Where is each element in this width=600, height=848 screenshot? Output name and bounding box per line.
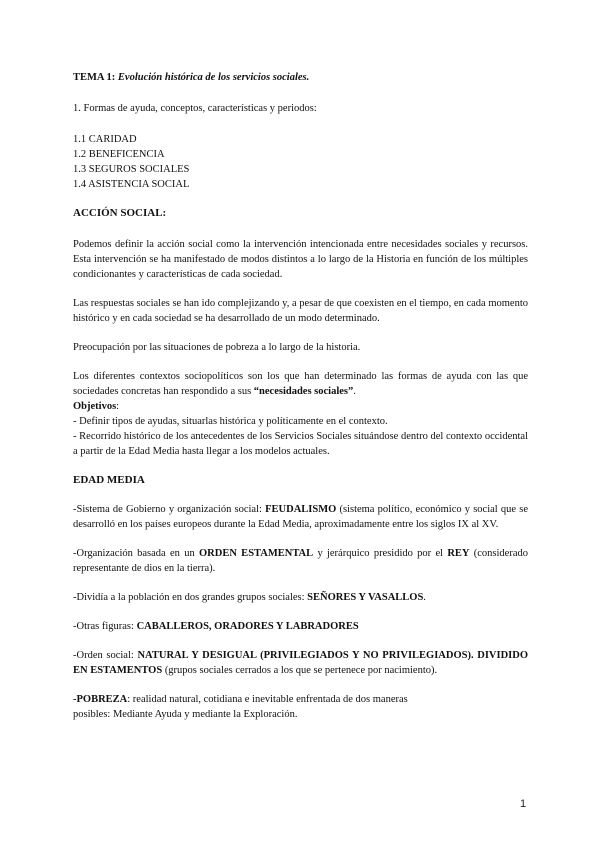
text-run: Los diferentes contextos sociopolíticos son los que han determinado las formas de ayuda con las que sociedades concretas han respondido a sus: [73, 371, 528, 397]
text-run: (grupos sociales cerrados a los que se pertenece por nacimiento).: [162, 665, 438, 676]
page-number: 1: [520, 798, 527, 810]
period-item: 1.3 SEGUROS SOCIALES: [73, 164, 190, 175]
bold-term: SEÑORES Y VASALLOS: [307, 592, 424, 603]
paragraph: [73, 590, 528, 605]
paragraph: posibles: Mediante Ayuda y mediante la Exploración.: [73, 709, 298, 720]
objetivos-label: [73, 399, 528, 414]
period-item: 1.4 ASISTENCIA SOCIAL: [73, 179, 190, 190]
period-item: 1.2 BENEFICENCIA: [73, 149, 165, 160]
paragraph: Las respuestas sociales se han ido complejizando y, a pesar de que coexisten en el tiempo, en cada momento histórico y en cada sociedad se ha desarrollado de un modo determinado.: [73, 298, 528, 324]
bold-term: -POBREZA: [73, 694, 128, 705]
text-run: :: [116, 401, 120, 412]
title-rest: Evolución histórica de los servicios sociales.: [117, 72, 310, 83]
paragraph: [73, 502, 528, 532]
text-run: : realidad natural, cotidiana e inevitable enfrentada de dos maneras: [127, 694, 408, 705]
text-run: -Orden social:: [73, 650, 138, 661]
section-heading-accion-social: ACCIÓN SOCIAL:: [73, 207, 167, 219]
period-item: 1.1 CARIDAD: [73, 134, 137, 145]
text-run: .: [423, 592, 426, 603]
text-run: -Sistema de Gobierno y organización social:: [73, 504, 266, 515]
section-heading-edad-media: EDAD MEDIA: [73, 474, 145, 486]
bold-term: “necesidades sociales”: [253, 386, 354, 397]
bold-term: ORDEN ESTAMENTAL: [198, 548, 314, 559]
paragraph: [73, 692, 528, 707]
objective-item: - Recorrido histórico de los antecedentes de los Servicios Sociales situándose dentro del contexto occidental a partir de la Edad Media hasta llegar a los modelos actuales.: [73, 431, 528, 457]
text-run: -Organización basada en un: [73, 548, 199, 559]
title-prefix: TEMA 1:: [73, 72, 118, 83]
bold-term: FEUDALISMO: [265, 504, 337, 515]
paragraph: [73, 648, 528, 678]
objective-item: - Definir tipos de ayudas, situarlas histórica y políticamente en el contexto.: [73, 416, 388, 427]
text-run: (considerado representante de dios en la tierra).: [73, 548, 528, 574]
paragraph: [73, 619, 528, 634]
text-run: y jerárquico presidido por el: [313, 548, 448, 559]
bold-term: Objetivos: [73, 401, 117, 412]
paragraph: Podemos definir la acción social como la intervención intencionada entre necesidades sociales y recursos. Esta intervención se ha manifestado de modos distintos a lo largo de la Historia en función de los múltiples condicionantes y características de cada sociedad.: [73, 239, 528, 280]
bold-term: CABALLEROS, ORADORES Y LABRADORES: [136, 621, 359, 632]
intro-line: 1. Formas de ayuda, conceptos, características y periodos:: [73, 103, 317, 114]
paragraph: [73, 546, 528, 576]
bold-term: NATURAL Y DESIGUAL (PRIVILEGIADOS Y NO PRIVILEGIADOS). DIVIDIDO EN ESTAMENTOS: [73, 650, 528, 676]
document-page: [73, 70, 528, 722]
text-run: .: [353, 386, 356, 397]
bold-term: REY: [447, 548, 470, 559]
document-title: [73, 70, 528, 85]
paragraph: [73, 369, 528, 399]
text-run: -Dividía a la población en dos grandes grupos sociales:: [73, 592, 308, 603]
text-run: -Otras figuras:: [73, 621, 137, 632]
paragraph: Preocupación por las situaciones de pobreza a lo largo de la historia.: [73, 342, 361, 353]
text-run: (sistema político, económico y social que se desarrolló en los países europeos durante la Edad Media, aproximadamente entre los siglos IX al XV.: [73, 504, 528, 530]
